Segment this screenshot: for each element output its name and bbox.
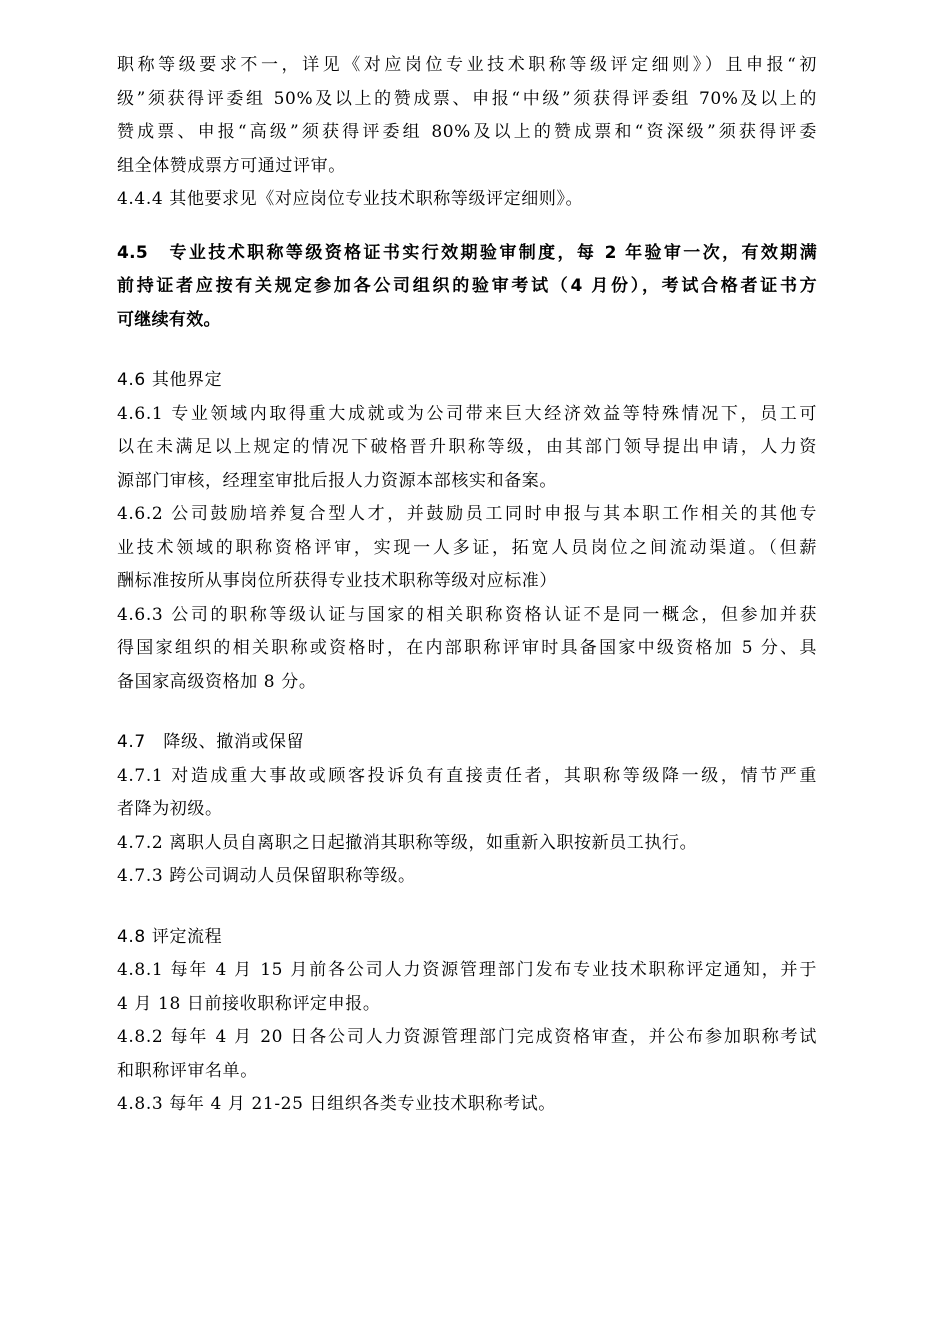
- paragraph-line: 4.6.3 公司的职称等级认证与国家的相关职称资格认证不是同一概念，但参加并获: [117, 604, 817, 625]
- clause-4-5-line: 可继续有效。: [117, 309, 221, 330]
- section-4-6: [117, 364, 817, 699]
- paragraph-line: 4.8.1 每年 4 月 15 月前各公司人力资源管理部门发布专业技术职称评定通知，并于: [117, 960, 817, 980]
- clause-4-4-4: 4.4.4 其他要求见《对应岗位专业技术职称等级评定细则》。: [117, 189, 584, 209]
- paragraph-line: 得国家组织的相关职称或资格时，在内部职称评审时具备国家中级资格加 5 分、具: [117, 638, 817, 658]
- paragraph-line: 级”须获得评委组 50%及以上的赞成票、申报“中级”须获得评委组 70%及以上的: [117, 88, 817, 109]
- paragraph-line: 备国家高级资格加 8 分。: [117, 671, 317, 692]
- section-heading: 4.6 其他界定: [117, 370, 223, 390]
- paragraph-line: 4.7.1 对造成重大事故或顾客投诉负有直接责任者，其职称等级降一级，情节严重: [117, 765, 817, 786]
- paragraph-line: 4.7.3 跨公司调动人员保留职称等级。: [117, 866, 416, 886]
- paragraph-line: 以在未满足以上规定的情况下破格晋升职称等级，由其部门领导提出申请，人力资: [117, 437, 817, 457]
- paragraph-line: 4 月 18 日前接收职称评定申报。: [117, 993, 381, 1014]
- paragraph-line: 4.6.2 公司鼓励培养复合型人才，并鼓励员工同时申报与其本职工作相关的其他专: [117, 504, 817, 524]
- clause-4-5-line: 前持证者应按有关规定参加各公司组织的验审考试（4 月份），考试合格者证书方: [117, 276, 817, 296]
- section-heading: 4.7 降级、撤消或保留: [117, 732, 305, 752]
- paragraph-line: 组全体赞成票方可通过评审。: [117, 155, 346, 176]
- paragraph-line: 源部门审核，经理室审批后报人力资源本部核实和备案。: [117, 470, 557, 491]
- paragraph-line: 4.6.1 专业领域内取得重大成就或为公司带来巨大经济效益等特殊情况下，员工可: [117, 403, 817, 424]
- paragraph-line: 赞成票、申报“高级”须获得评委组 80%及以上的赞成票和“资深级”须获得评委: [117, 122, 817, 142]
- document-page: [117, 49, 817, 1122]
- section-heading: 4.8 评定流程: [117, 926, 223, 947]
- paragraph-line: 4.8.3 每年 4 月 21-25 日组织各类专业技术职称考试。: [117, 1094, 556, 1114]
- paragraph-line: 职称等级要求不一，详见《对应岗位专业技术职称等级评定细则》）且申报“初: [117, 55, 817, 75]
- section-4-8: [117, 921, 817, 1122]
- paragraph-line: 4.8.2 每年 4 月 20 日各公司人力资源管理部门完成资格审查，并公布参加职称考试: [117, 1027, 817, 1047]
- paragraph-line: 酬标准按所从事岗位所获得专业技术职称等级对应标准）: [117, 571, 557, 591]
- section-4-7: [117, 726, 817, 894]
- clause-4-5-line: 4.5 专业技术职称等级资格证书实行效期验审制度，每 2 年验审一次，有效期满: [117, 242, 817, 263]
- paragraph-line: 业技术领域的职称资格评审，实现一人多证，拓宽人员岗位之间流动渠道。（但薪: [117, 537, 817, 558]
- section-4-4-continued: [117, 49, 817, 217]
- section-4-5: [117, 237, 817, 338]
- paragraph-line: 者降为初级。: [117, 799, 223, 819]
- paragraph-line: 和职称评审名单。: [117, 1060, 258, 1081]
- paragraph-line: 4.7.2 离职人员自离职之日起撤消其职称等级，如重新入职按新员工执行。: [117, 832, 698, 853]
